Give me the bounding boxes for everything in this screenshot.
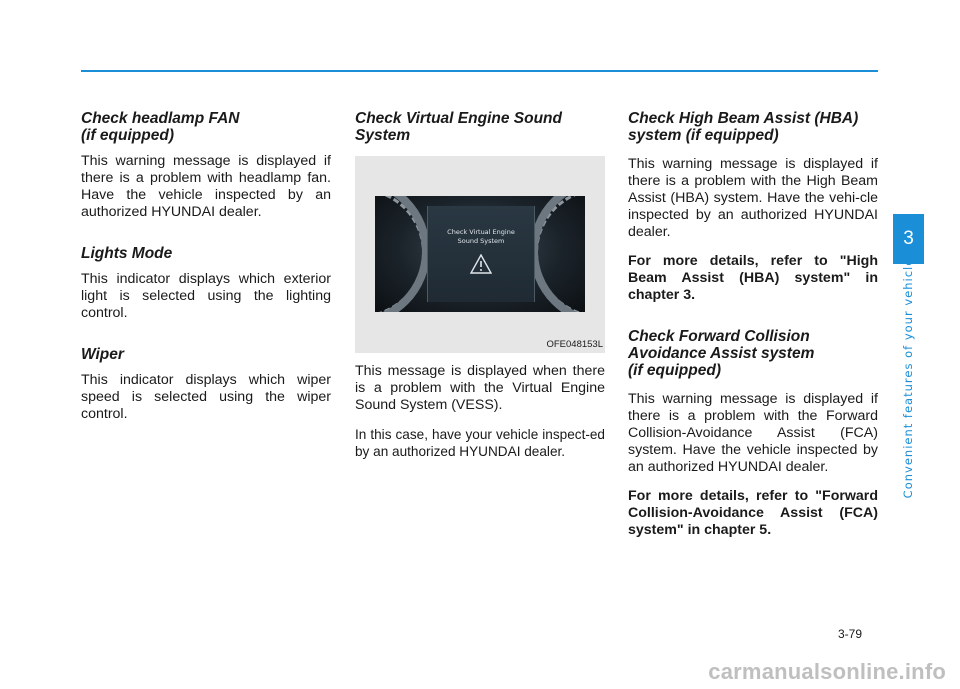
heading-line: Check Virtual Engine Sound (355, 110, 562, 127)
heading-line: (if equipped) (81, 127, 174, 144)
gauge-left (375, 196, 430, 312)
paragraph-lights-mode: This indicator displays which exterior light is selected using the lighting control. (81, 271, 331, 321)
cluster-figure (355, 156, 605, 353)
heading-line: Check headlamp FAN (81, 110, 240, 127)
header-rule (81, 70, 878, 72)
paragraph-fca: This warning message is displayed if there is a problem with the Forward Collision-Avoidance Assist (FCA) system. Have the vehicle inspected by an authorized HYUNDAI dealer. (628, 391, 878, 475)
column-left (81, 110, 331, 435)
column-right (628, 110, 878, 551)
heading-check-headlamp-fan (81, 110, 331, 144)
heading-check-fca (628, 328, 878, 379)
cluster-screen-image (375, 196, 585, 312)
paragraph-vess: This message is displayed when there is a problem with the Virtual Engine Sound System (VESS). (355, 363, 605, 413)
chapter-title-vertical: Convenient features of your vehicle (901, 257, 915, 499)
paragraph-vess-dealer: In this case, have your vehicle inspect-ed by an authorized HYUNDAI dealer. (355, 427, 605, 459)
column-middle (355, 110, 605, 472)
paragraph-headlamp-fan: This warning message is displayed if there is a problem with headlamp fan. Have the vehicle inspected by an authorized HYUNDAI dealer. (81, 153, 331, 220)
heading-line: Check High Beam Assist (HBA) (628, 110, 859, 127)
figure-code: OFE048153L (546, 339, 603, 350)
paragraph-wiper: This indicator displays which wiper speed is selected using the wiper control. (81, 372, 331, 422)
page-number: 3-79 (838, 627, 863, 641)
cluster-message-line: Check Virtual Engine (447, 228, 515, 236)
gauge-right (530, 196, 585, 312)
cluster-message (428, 228, 534, 246)
heading-wiper: Wiper (81, 346, 124, 363)
paragraph-hba: This warning message is displayed if there is a problem with the High Beam Assist (HBA) system. Have the vehi-cle inspected by an authorized HYUNDAI dealer. (628, 156, 878, 240)
heading-check-hba (628, 110, 878, 144)
warning-triangle-icon (470, 254, 492, 274)
reference-fca: For more details, refer to "Forward Collision-Avoidance Assist (FCA) system" in chapter 5. (628, 488, 878, 538)
heading-line: Avoidance Assist system (628, 345, 815, 362)
heading-line: (if equipped) (628, 362, 721, 379)
heading-line: System (355, 127, 411, 144)
watermark: carmanualsonline.info (708, 659, 946, 684)
heading-line: system (if equipped) (628, 127, 779, 144)
heading-line: Check Forward Collision (628, 328, 810, 345)
chapter-tab: 3 (893, 214, 924, 264)
cluster-message-panel (427, 206, 535, 302)
heading-check-vess (355, 110, 605, 144)
reference-hba: For more details, refer to "High Beam Assist (HBA) system" in chapter 3. (628, 253, 878, 303)
heading-lights-mode: Lights Mode (81, 245, 173, 262)
cluster-message-line: Sound System (457, 237, 505, 245)
